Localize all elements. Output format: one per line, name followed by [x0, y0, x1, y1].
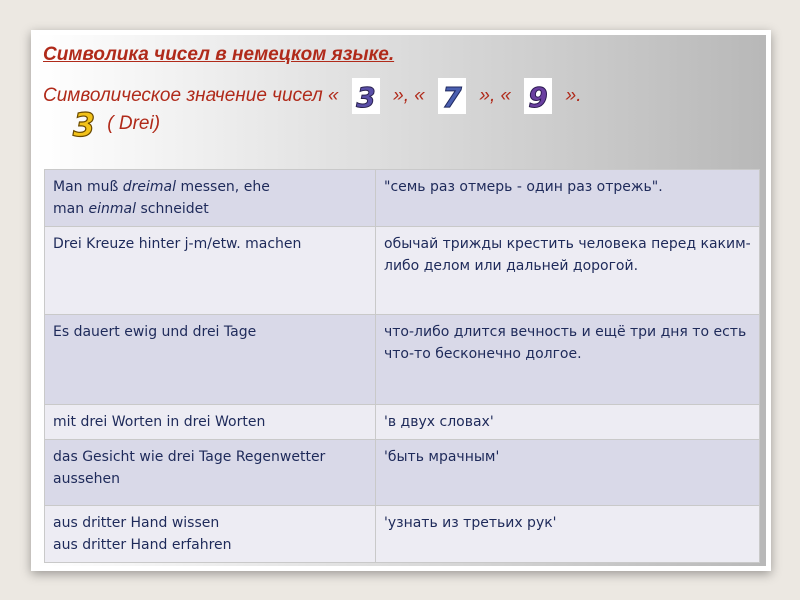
subtitle-sep-1: », «: [393, 85, 425, 106]
german-phrase-cell: Drei Kreuze hinter j-m/etw. machen: [45, 227, 376, 315]
german-phrase-line: [53, 198, 367, 220]
german-phrase-cell: das Gesicht wie drei Tage Regenwetter aussehen: [45, 440, 376, 506]
german-phrase-line: [53, 176, 367, 198]
german-phrase-cell: [45, 170, 376, 227]
big-three-text: 3: [72, 108, 96, 140]
text-run: messen, ehe: [176, 179, 270, 195]
subtitle-prefix: Символическое значение чисел «: [43, 85, 339, 106]
text-run: man: [53, 201, 89, 217]
number-seven-text: 7: [442, 81, 462, 114]
table-row: [45, 227, 760, 315]
number-seven-icon: [438, 78, 466, 114]
russian-meaning-cell: что-либо длится вечность и ещё три дня то есть что-то бесконечно долгое.: [376, 315, 760, 405]
number-nine-icon: [524, 78, 552, 114]
text-run: Man muß: [53, 179, 123, 195]
german-phrase-cell: [45, 506, 376, 563]
table-row: [45, 405, 760, 440]
number-three-icon: [352, 78, 380, 114]
subtitle-suffix: ».: [565, 85, 582, 106]
german-phrase-line: aus dritter Hand wissen: [53, 515, 220, 531]
drei-heading: [66, 108, 160, 140]
russian-meaning-cell: 'в двух словах': [376, 405, 760, 440]
subtitle-sep-2: », «: [479, 85, 512, 106]
russian-meaning-cell: обычай трижды крестить человека перед каким-либо делом или дальней дорогой.: [376, 227, 760, 315]
russian-meaning-cell: 'быть мрачным': [376, 440, 760, 506]
table-row: [45, 506, 760, 563]
table-row: [45, 440, 760, 506]
table-row: [45, 170, 760, 227]
phrases-table: [44, 169, 760, 563]
page-title: Символика чисел в немецком языке.: [43, 44, 395, 65]
drei-label: ( Drei): [107, 113, 161, 135]
text-run-italic: dreimal: [122, 179, 177, 195]
russian-meaning-cell: 'узнать из третьих рук': [376, 506, 760, 563]
russian-meaning-cell: "семь раз отмерь - один раз отрежь".: [376, 170, 760, 227]
number-nine-text: 9: [528, 81, 549, 114]
big-three-icon: [66, 108, 102, 140]
table-row: [45, 315, 760, 405]
german-phrase-cell: mit drei Worten in drei Worten: [45, 405, 376, 440]
german-phrase-line: aus dritter Hand erfahren: [53, 537, 232, 553]
text-run-italic: einmal: [88, 201, 137, 217]
number-three-text: 3: [356, 81, 376, 114]
text-run: schneidet: [136, 201, 209, 217]
german-phrase-cell: Es dauert ewig und drei Tage: [45, 315, 376, 405]
